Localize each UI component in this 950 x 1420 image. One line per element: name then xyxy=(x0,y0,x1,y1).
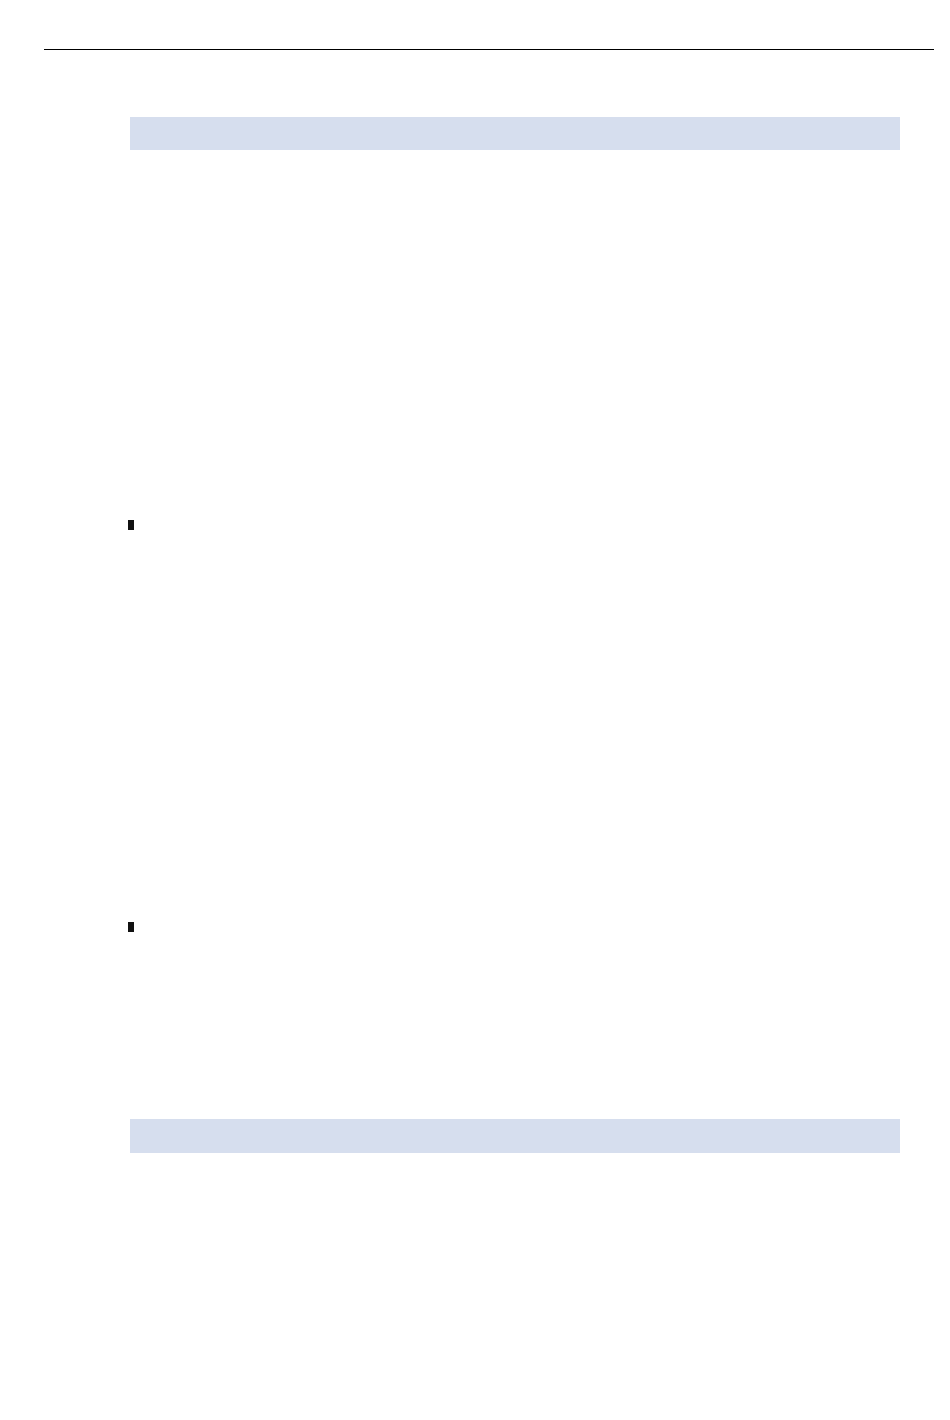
col-header-length xyxy=(576,117,692,150)
section-heading-1-6 xyxy=(60,1054,126,1081)
cable-notes-list xyxy=(126,510,906,514)
cable-table-header xyxy=(130,117,900,150)
col-header-function xyxy=(130,117,576,150)
header-divider xyxy=(44,49,934,50)
col-header-type xyxy=(692,117,900,150)
abbreviation-table-header xyxy=(130,1119,900,1153)
abbreviation-table xyxy=(130,1119,900,1153)
page-header xyxy=(0,0,950,52)
col-header-description xyxy=(298,1119,900,1153)
col-header-abbreviation xyxy=(130,1119,298,1153)
section-heading-1-5 xyxy=(60,73,126,100)
routing-list xyxy=(126,912,906,916)
cable-table xyxy=(130,117,900,150)
